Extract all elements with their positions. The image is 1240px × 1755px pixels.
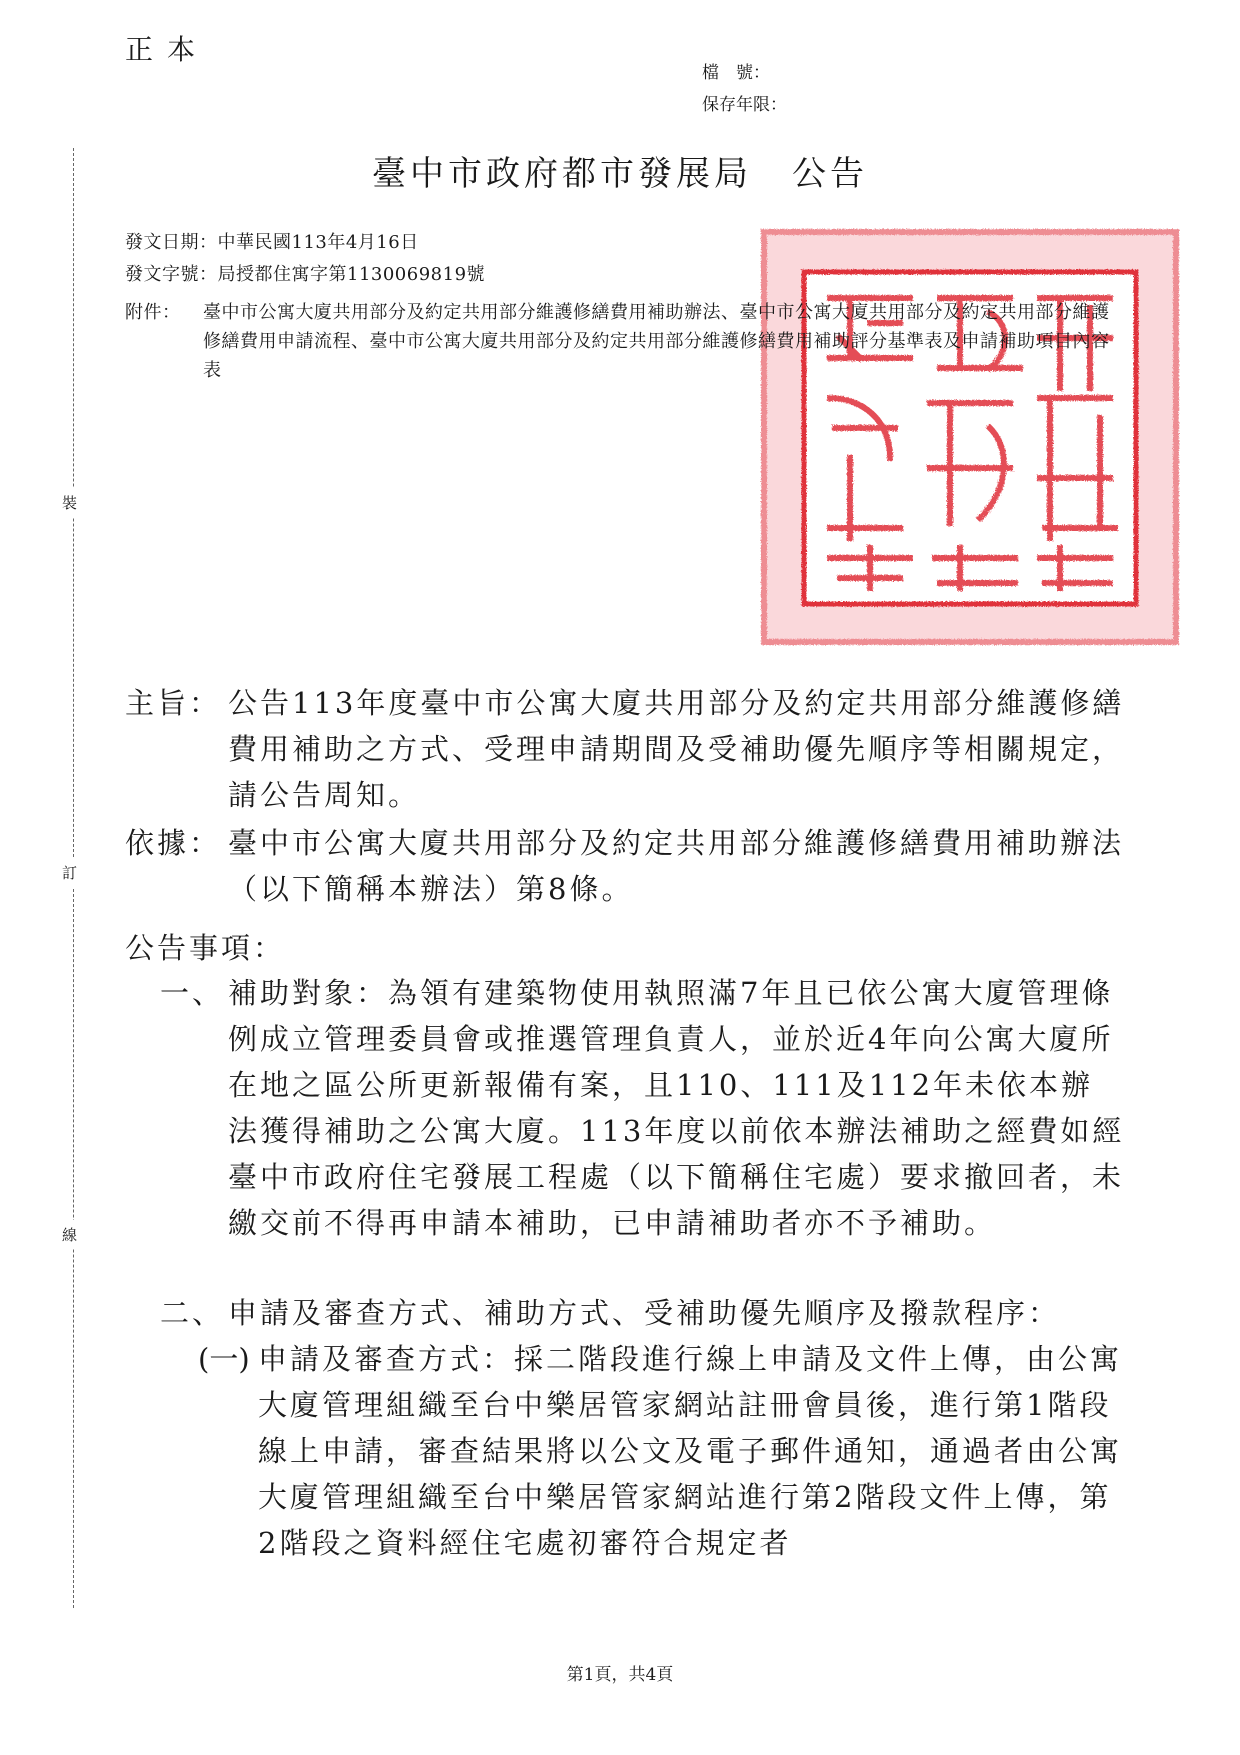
copy-mark: 正本: [125, 33, 210, 66]
attachment-text: 臺中市公寓大廈共用部分及約定共用部分維護修繕費用補助辦法、臺中市公寓大廈共用部分及約定共用部分維護修繕費用申請流程、臺中市公寓大廈共用部分及約定共用部分維護修繕費用補助評分基準表及申請補助項目內容表: [203, 302, 1110, 381]
subject-label: 主旨：: [125, 686, 222, 720]
notice-item-1: [160, 970, 1125, 1246]
item-2-label: 二、: [160, 1296, 225, 1330]
gutter-line-mark: 線: [62, 1220, 77, 1249]
official-seal-stamp: [760, 228, 1180, 646]
subitem-2-1-label: (一): [198, 1342, 250, 1376]
basis-paragraph: [125, 820, 1125, 912]
page-title: [0, 146, 1240, 195]
basis-text: 臺中市公寓大廈共用部分及約定共用部分維護修繕費用補助辦法（以下簡稱本辦法）第8條。: [228, 826, 1125, 906]
attachment-label: 附件：: [125, 302, 181, 323]
item-1-label: 一、: [160, 976, 225, 1010]
agency-name: 臺中市政府都市發展局: [372, 154, 752, 194]
notice-subitem-2-1: [198, 1336, 1125, 1566]
gutter-bind-mark: 裝: [62, 488, 77, 517]
document-number: 發文字號：局授都住寓字第1130069819號: [125, 264, 486, 285]
item-1-text: 補助對象：為領有建築物使用執照滿7年且已依公寓大廈管理條例成立管理委員會或推選管理負責人，並於近4年向公寓大廈所在地之區公所更新報備有案，且110、111及112年未依本辦法獲得補助之公寓大廈。113年度以前依本辦法補助之經費如經臺中市政府住宅發展工程處（以下簡稱住宅處）要求撤回者，未繳交前不得再申請本補助，已申請補助者亦不予補助。: [228, 976, 1125, 1240]
subitem-2-1-text: 申請及審查方式：採二階段進行線上申請及文件上傳，由公寓大廈管理組織至台中樂居管家網站註冊會員後，進行第1階段線上申請，審查結果將以公文及電子郵件通知，通過者由公寓大廈管理組織至台中樂居管家網站進行第2階段文件上傳，第2階段之資料經住宅處初審符合規定者: [258, 1342, 1123, 1560]
subject-text: 公告113年度臺中市公寓大廈共用部分及約定共用部分維護修繕費用補助之方式、受理申請期間及受補助優先順序等相關規定，請公告周知。: [228, 686, 1125, 812]
file-number-label: 檔 號：: [702, 63, 770, 83]
retention-field: [702, 90, 787, 115]
retention-label: 保存年限：: [702, 95, 787, 115]
basis-label: 依據：: [125, 826, 222, 860]
gutter-staple-mark: 訂: [62, 858, 77, 887]
document-type: 公告: [792, 154, 868, 194]
subject-paragraph: [125, 680, 1125, 818]
file-number-field: [702, 58, 770, 83]
page-number: 第1頁，共4頁: [566, 1665, 674, 1685]
issue-date: 發文日期：中華民國113年4月16日: [125, 232, 419, 253]
notice-heading: 公告事項：: [125, 931, 286, 965]
item-2-text: 申請及審查方式、補助方式、受補助優先順序及撥款程序：: [228, 1296, 1061, 1330]
notice-item-2: [160, 1290, 1125, 1336]
attachment-block: [125, 298, 1125, 385]
